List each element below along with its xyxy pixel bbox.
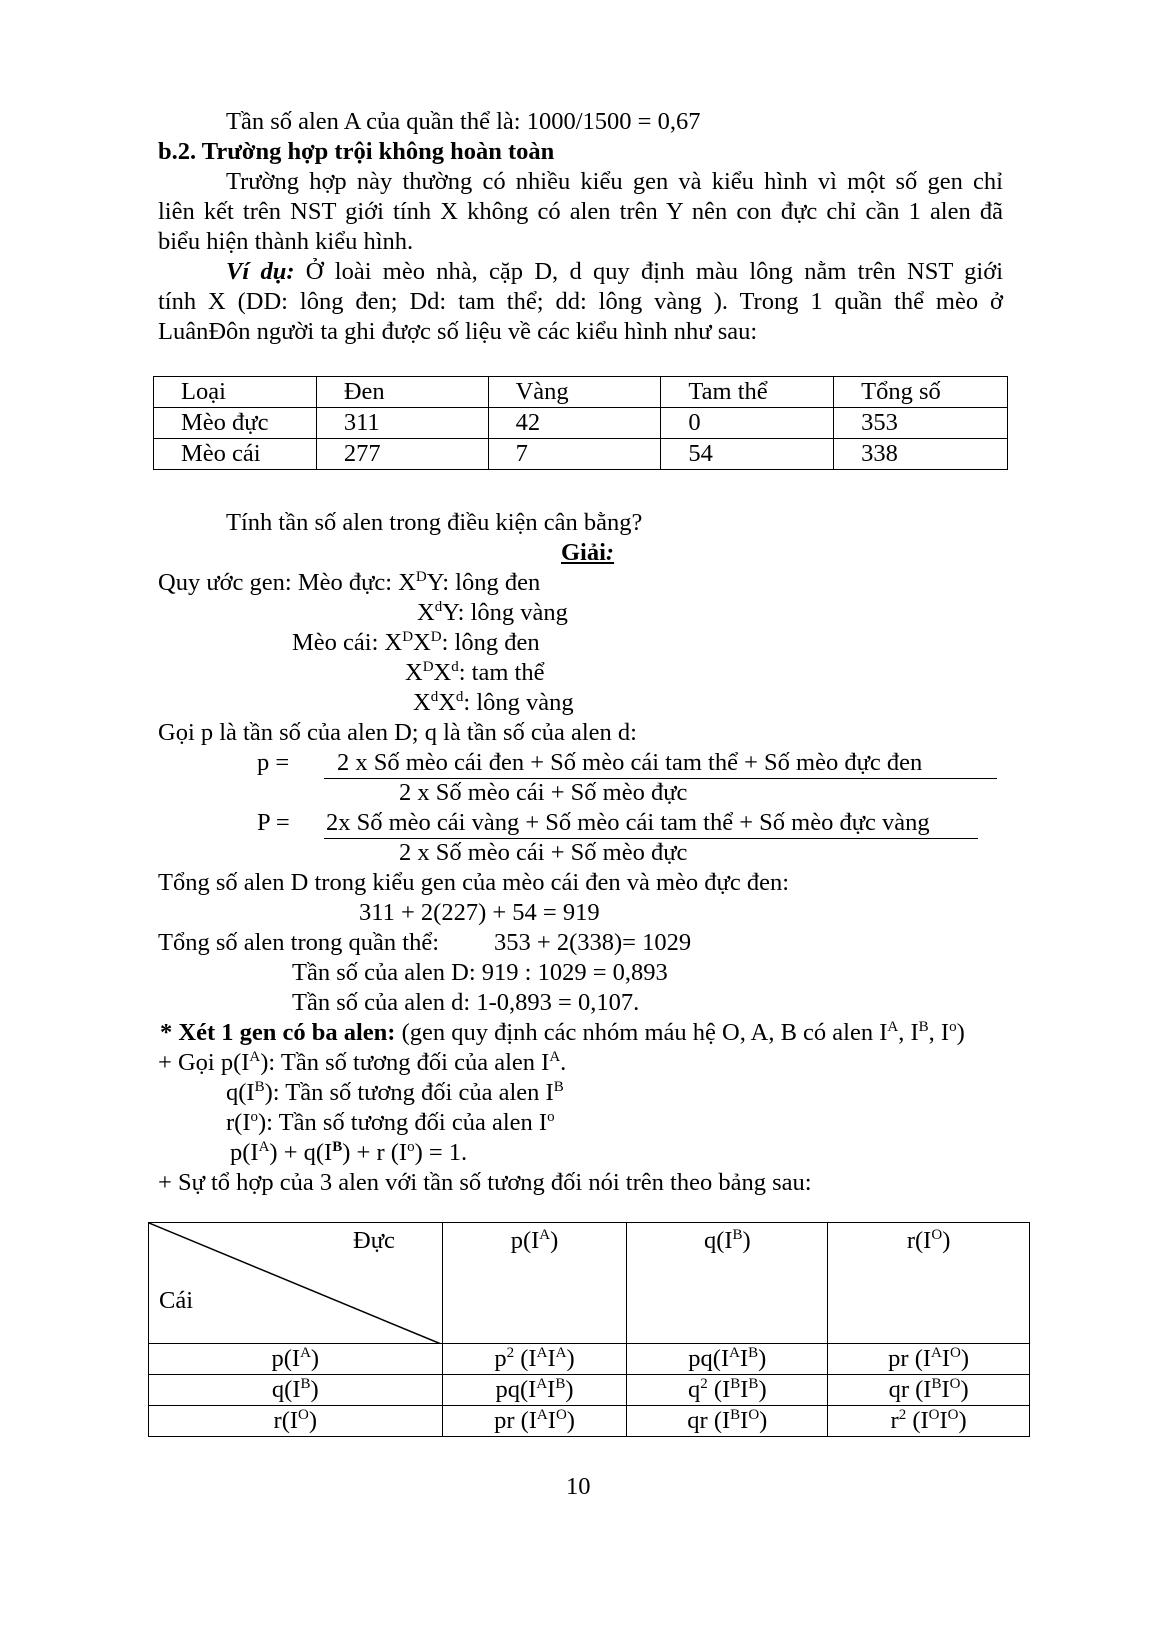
- sum-equation: $p(I^A) + q(I^B) + r$ $(I^o) = 1$.: [230, 1139, 468, 1166]
- example-label: Ví dụ:: [226, 258, 295, 285]
- table-cell: 353: [834, 408, 1008, 439]
- table-row: [154, 408, 1008, 439]
- total-alleles-label: Tổng số alen trong quần thể:: [158, 929, 440, 956]
- convention-female-2: $X^DX^d$: tam thể: [405, 659, 545, 686]
- diagonal-divider: [149, 1223, 443, 1344]
- paragraph-1-line-2: liên kết trên NST giới tính X không có alen trên Y nên con đực chỉ cần 1 alen đã: [158, 198, 1003, 225]
- table-cell: pr $(I^AI^O)$: [442, 1406, 627, 1437]
- paragraph-1-line-3: biểu hiện thành kiểu hình.: [158, 228, 414, 255]
- table-header-cell: Tổng số: [834, 377, 1008, 408]
- table-header-row: [149, 1223, 1030, 1344]
- def-rIo: $r(I^o)$: Tần số tương đối của alen $I^o$: [226, 1109, 555, 1136]
- page-number: 10: [566, 1473, 591, 1500]
- table-row-header: $p(I^A)$: [149, 1344, 443, 1375]
- example-line-2: tính X (DD: lông đen; Dd: tam thể; dd: lông vàng ). Trong 1 quần thể mèo ở: [158, 288, 1003, 315]
- phenotype-table: [153, 376, 1008, 470]
- table-cell: 54: [661, 439, 834, 470]
- convention-male-2: $X^dY$: lông vàng: [417, 599, 568, 626]
- table-cell: Mèo đực: [154, 408, 317, 439]
- formula-p-denominator: 2 x Số mèo cái + Số mèo đực: [399, 779, 688, 806]
- corner-label-female: Cái: [159, 1287, 194, 1314]
- table-row-header: $r(I^O)$: [149, 1406, 443, 1437]
- section-heading: b.2. Trường hợp trội không hoàn toàn: [158, 138, 555, 165]
- paragraph-1-line-1: Trường hợp này thường có nhiều kiểu gen và kiểu hình vì một số gen chỉ: [226, 168, 1003, 195]
- table-cell: 42: [488, 408, 661, 439]
- allele-a-frequency-line: Tần số alen A của quần thể là: 1000/1500 = 0,67: [226, 108, 701, 135]
- table-cell: $pq(I^AI^B)$: [442, 1375, 627, 1406]
- table-row: [149, 1406, 1030, 1437]
- table-cell: qr $(I^BI^O)$: [627, 1406, 828, 1437]
- convention-male-1: Quy ước gen: Mèo đực: $X^DY$: lông đen: [158, 569, 541, 596]
- combination-line: + Sự tổ hợp của 3 alen với tần số tương đối nói trên theo bảng sau:: [158, 1169, 812, 1196]
- convention-female-1: Mèo cái: $X^DX^D$: lông đen: [292, 629, 540, 656]
- table-cell: 7: [488, 439, 661, 470]
- definition-line: Gọi p là tần số của alen D; q là tần số của alen d:: [158, 719, 637, 746]
- table-cell: $r^2$ $(I^OI^O)$: [828, 1406, 1030, 1437]
- convention-female-3: $X^dX^d$: lông vàng: [413, 689, 574, 716]
- table-cell: 277: [316, 439, 488, 470]
- total-alleles-calculation: 353 + 2(338)= 1029: [494, 929, 692, 956]
- def-pIA: + Gọi $p(I^A)$: Tần số tương đối của alen $I^A$.: [158, 1049, 567, 1076]
- total-d-calculation: 311 + 2(227) + 54 = 919: [359, 899, 600, 926]
- total-d-label: Tổng số alen D trong kiểu gen của mèo cái đen và mèo đực đen:: [158, 869, 790, 896]
- corner-label-male: Đực: [353, 1227, 395, 1254]
- table-cell: 0: [661, 408, 834, 439]
- table-header-row: [154, 377, 1008, 408]
- table-row-header: $q(I^B)$: [149, 1375, 443, 1406]
- table-cell: pr $(I^AI^O)$: [828, 1344, 1030, 1375]
- allele-combination-table: [148, 1222, 1030, 1437]
- table-cell: Mèo cái: [154, 439, 317, 470]
- table-cell: $p^2$ $(I^AI^A)$: [442, 1344, 627, 1375]
- frequency-d-lower: Tần số của alen d: 1-0,893 = 0,107.: [292, 989, 640, 1016]
- solution-heading: Giải:: [561, 539, 615, 566]
- formula-q-lhs: P =: [257, 809, 290, 836]
- table-header-cell: Vàng: [488, 377, 661, 408]
- table-row: [149, 1375, 1030, 1406]
- table-header-cell: $r(I^O)$: [828, 1223, 1030, 1344]
- example-line-3: LuânĐôn người ta ghi được số liệu về các kiểu hình như sau:: [158, 318, 758, 345]
- question-line: Tính tần số alen trong điều kiện cân bằng?: [226, 509, 643, 536]
- frequency-d-upper: Tần số của alen D: 919 : 1029 = 0,893: [292, 959, 668, 986]
- table-header-cell: Đen: [316, 377, 488, 408]
- table-cell: 338: [834, 439, 1008, 470]
- three-alleles-line: * Xét 1 gen có ba alen: (gen quy định các nhóm máu hệ O, A, B có alen $I^A$, $I^B$, $I^o$): [160, 1019, 965, 1046]
- formula-p-lhs: p =: [257, 749, 290, 776]
- formula-q-denominator: 2 x Số mèo cái + Số mèo đực: [399, 839, 688, 866]
- table-row: [149, 1344, 1030, 1375]
- table-cell: 311: [316, 408, 488, 439]
- table-cell: $pq(I^AI^B)$: [627, 1344, 828, 1375]
- table-header-cell: Loại: [154, 377, 317, 408]
- formula-q-numerator: 2x Số mèo cái vàng + Số mèo cái tam thể + Số mèo đực vàng: [326, 809, 930, 836]
- formula-p-numerator: 2 x Số mèo cái đen + Số mèo cái tam thể + Số mèo đực đen: [337, 749, 923, 776]
- table-header-cell: $p(I^A)$: [442, 1223, 627, 1344]
- table-header-cell: Tam thể: [661, 377, 834, 408]
- def-qIB: $q(I^B)$: Tần số tương đối của alen $I^B$: [226, 1079, 564, 1106]
- table-corner-cell: [149, 1223, 443, 1344]
- table-row: [154, 439, 1008, 470]
- table-cell: $q^2$ $(I^BI^B)$: [627, 1375, 828, 1406]
- example-line-1: Ví dụ: Ở loài mèo nhà, cặp D, d quy định màu lông nằm trên NST giới: [226, 258, 1004, 285]
- table-header-cell: $q(I^B)$: [627, 1223, 828, 1344]
- table-cell: qr $(I^BI^O)$: [828, 1375, 1030, 1406]
